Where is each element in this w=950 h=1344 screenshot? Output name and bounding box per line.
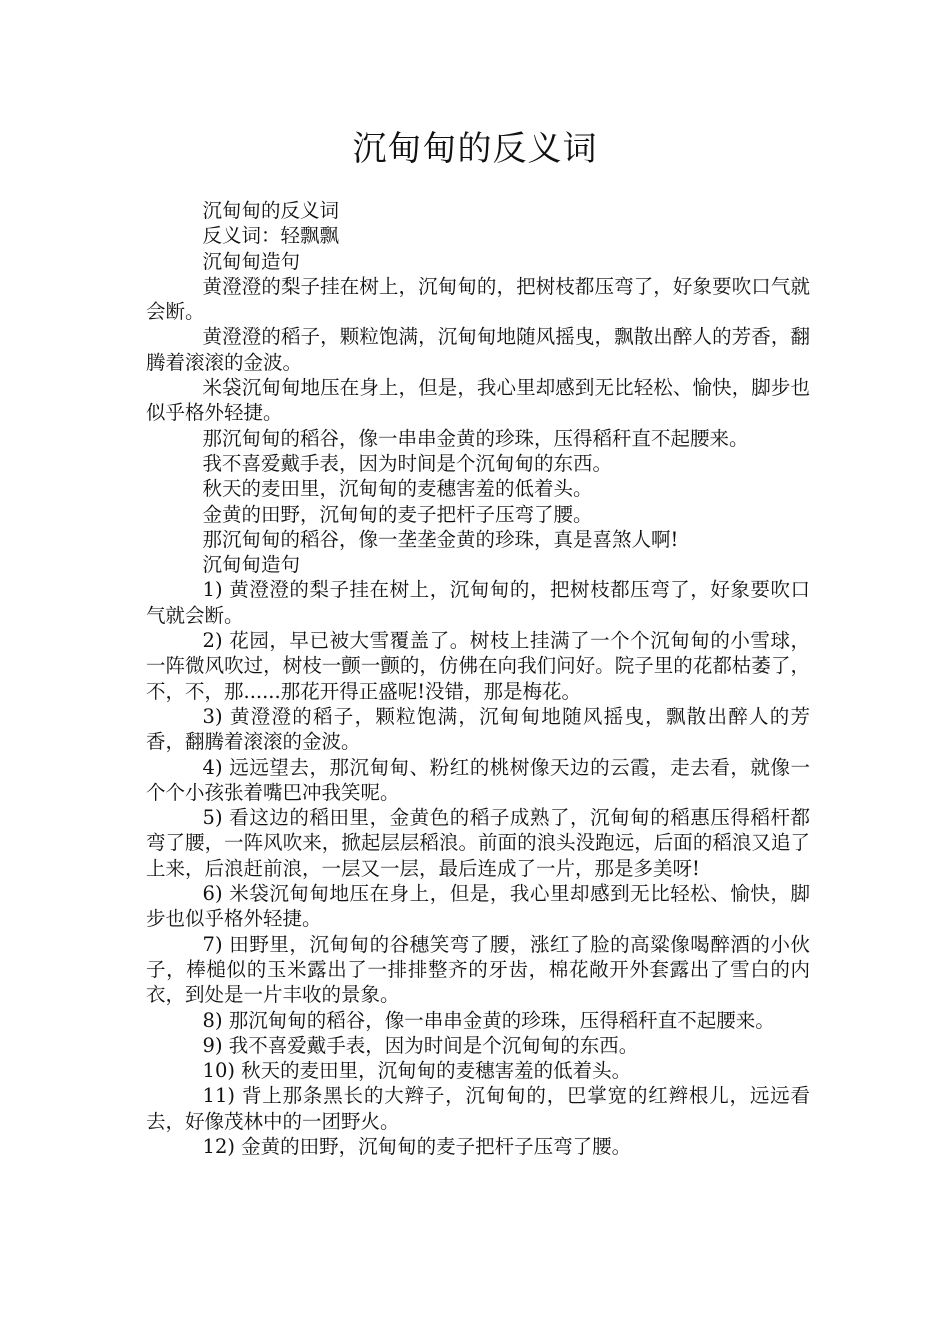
paragraph: 米袋沉甸甸地压在身上，但是，我心里却感到无比轻松、愉快，脚步也似乎格外轻捷。 — [146, 376, 810, 425]
document-title: 沉甸甸的反义词 — [352, 129, 598, 169]
paragraph: 金黄的田野，沉甸甸的麦子把杆子压弯了腰。 — [202, 502, 593, 526]
paragraph: 黄澄澄的稻子，颗粒饱满，沉甸甸地随风摇曳，飘散出醉人的芳香，翻腾着滚滚的金波。 — [146, 325, 810, 374]
paragraph: 3) 黄澄澄的稻子，颗粒饱满，沉甸甸地随风摇曳，飘散出醉人的芳香，翻腾着滚滚的金波。 — [146, 704, 810, 754]
paragraph: 我不喜爱戴手表，因为时间是个沉甸甸的东西。 — [202, 451, 613, 475]
document-body — [146, 198, 810, 1159]
paragraph: 10) 秋天的麦田里，沉甸甸的麦穗害羞的低着头。 — [202, 1059, 632, 1083]
paragraph: 那沉甸甸的稻谷，像一垄垄金黄的珍珠，真是喜煞人啊! — [202, 527, 679, 551]
paragraph: 4) 远远望去，那沉甸甸、粉红的桃树像天边的云霞，走去看，就像一个个小孩张着嘴巴冲我笑呢。 — [146, 755, 810, 804]
paragraph: 9) 我不喜爱戴手表，因为时间是个沉甸甸的东西。 — [202, 1033, 639, 1057]
paragraph: 沉甸甸造句 — [202, 249, 301, 273]
paragraph: 沉甸甸造句 — [202, 553, 301, 577]
paragraph: 7) 田野里，沉甸甸的谷穗笑弯了腰，涨红了脸的高粱像喝醉酒的小伙子，棒槌似的玉米露出了一排排整齐的牙齿，棉花敞开外套露出了雪白的内衣，到处是一片丰收的景象。 — [146, 932, 810, 1007]
paragraph: 5) 看这边的稻田里，金黄色的稻子成熟了，沉甸甸的稻惠压得稻杆都弯了腰，一阵风吹来，掀起层层稻浪。前面的浪头没跑远，后面的稻浪又追了上来，后浪赶前浪，一层又一层，最后连成了一片，那是多美呀! — [146, 806, 810, 880]
paragraph: 2) 花园，早已被大雪覆盖了。树枝上挂满了一个个沉甸甸的小雪球，一阵微风吹过，树枝一颤一颤的，仿佛在向我们问好。院子里的花都枯萎了，不，不，那......那花开得正盛呢!没错，那是梅花。 — [146, 629, 810, 703]
paragraph: 那沉甸甸的稻谷，像一串串金黄的珍珠，压得稻秆直不起腰来。 — [202, 426, 749, 450]
paragraph: 秋天的麦田里，沉甸甸的麦穗害羞的低着头。 — [202, 477, 593, 501]
paragraph: 反义词：轻飘飘 — [202, 224, 340, 248]
paragraph: 6) 米袋沉甸甸地压在身上，但是，我心里却感到无比轻松、愉快，脚步也似乎格外轻捷。 — [146, 882, 810, 931]
paragraph: 1) 黄澄澄的梨子挂在树上，沉甸甸的，把树枝都压弯了，好象要吹口气就会断。 — [146, 578, 810, 627]
paragraph: 11) 背上那条黑长的大辫子，沉甸甸的，巴掌宽的红辫根儿，远远看去，好像茂林中的一团野火。 — [146, 1084, 810, 1133]
paragraph: 黄澄澄的梨子挂在树上，沉甸甸的，把树枝都压弯了，好象要吹口气就会断。 — [146, 274, 810, 324]
paragraph: 沉甸甸的反义词 — [202, 199, 340, 222]
paragraph: 8) 那沉甸甸的稻谷，像一串串金黄的珍珠，压得稻秆直不起腰来。 — [202, 1008, 775, 1032]
paragraph: 12) 金黄的田野，沉甸甸的麦子把杆子压弯了腰。 — [202, 1134, 632, 1158]
